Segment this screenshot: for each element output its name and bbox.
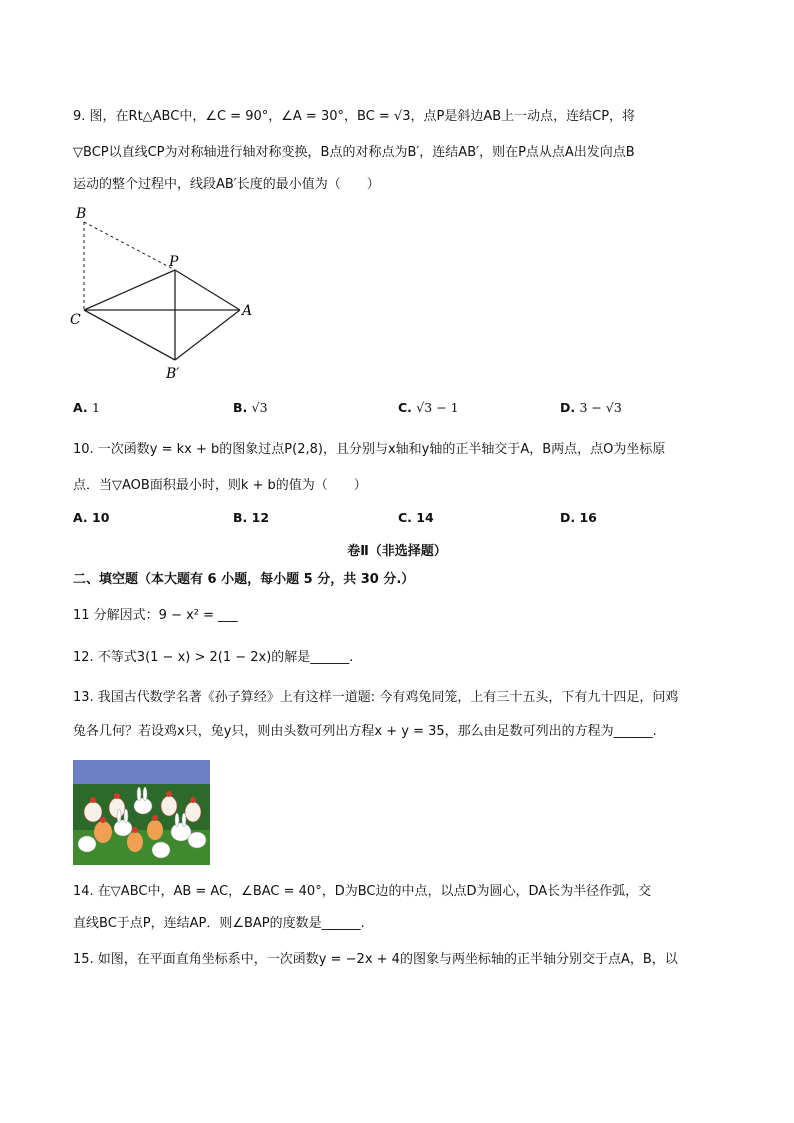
label-P: P [169,254,179,270]
chicken-rabbit-picture [73,760,210,865]
q10-line-2: 点．当▽AOB面积最小时，则k + b的值为（ ） [73,478,367,493]
q9-line-3: 运动的整个过程中，线段AB′长度的最小值为（ ） [73,177,380,192]
edge-B-P [84,222,175,270]
q13-line-2: 兔各几何？若设鸡x只，兔y只，则由头数可列出方程x + y = 35，那么由足数可列出的方程为______. [73,724,657,739]
q9-line-1: 9. 图，在Rt△ABC中，∠C = 90°，∠A = 30°，BC = √3，点P是斜边AB上一动点，连结CP，将 [73,109,636,124]
label-B: B [76,206,87,222]
label-C: C [70,312,81,328]
q9-option-d[interactable]: D. 3 − √3 [560,400,622,415]
q10-option-a[interactable]: A. 10 [73,510,110,525]
edge-P-A [175,270,240,310]
q9-option-b[interactable]: B. √3 [233,400,268,415]
q10-option-c[interactable]: C. 14 [398,510,434,525]
label-B-prime: B′ [166,366,180,382]
q9-option-c[interactable]: C. √3 − 1 [398,400,459,415]
edge-C-P [84,270,175,310]
label-A: A [242,303,253,319]
q9-option-a[interactable]: A. 1 [73,400,100,415]
q14-line-1: 14. 在▽ABC中，AB = AC，∠BAC = 40°，D为BC边的中点，以点D为圆心，DA长为半径作弧，交 [73,884,652,899]
q14-line-2: 直线BC于点P，连结AP．则∠BAP的度数是______. [73,916,365,931]
q13-line-1: 13. 我国古代数学名著《孙子算经》上有这样一道题: 今有鸡兔同笼，上有三十五头，下有九十四足，问鸡 [73,690,679,705]
q10-option-d[interactable]: D. 16 [560,510,597,525]
q9-line-2: ▽BCP以直线CP为对称轴进行轴对称变换，B点的对称点为B′，连结AB′，则在P点从点A出发向点B [73,145,635,160]
part-title: 二、填空题（本大题有 6 小题，每小题 5 分，共 30 分.） [73,572,415,587]
q9-triangle-figure [60,200,270,390]
q10-line-1: 10. 一次函数y = kx + b的图象过点P(2,8)，且分别与x轴和y轴的正半轴交于A，B两点，点O为坐标原 [73,442,666,457]
edge-C-B2 [84,310,175,360]
q10-option-b[interactable]: B. 12 [233,510,270,525]
q15-line-1: 15. 如图，在平面直角坐标系中，一次函数y = −2x + 4的图象与两坐标轴的正半轴分别交于点A，B，以 [73,952,678,967]
section-title: 卷Ⅱ（非选择题） [347,544,447,559]
q12: 12. 不等式3(1 − x) > 2(1 − 2x)的解是______. [73,650,354,665]
q11: 11 分解因式：9 − x² = ___ [73,608,238,623]
edge-B2-A [175,310,240,360]
